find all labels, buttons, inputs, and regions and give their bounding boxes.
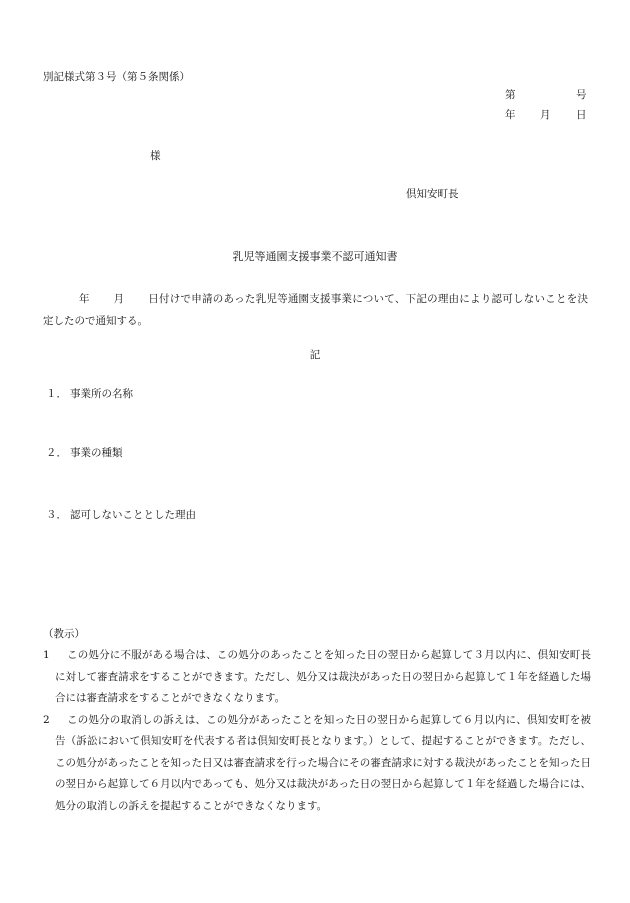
note-entry — [43, 710, 591, 818]
date-month-label: 月 — [540, 109, 551, 121]
note-number: 2 — [43, 713, 50, 726]
document-number-suffix: 号 — [576, 89, 587, 101]
notes-list — [43, 645, 591, 817]
item-label: 認可しないこととした理由 — [70, 509, 196, 521]
note-text: この処分に不服がある場合は、この処分のあったことを知った日の翌日から起算して３月以内に、倶知安町長に対して審査請求をすることができます。ただし、処分又は裁決があった日の翌日から起算して１年を経過した場合には審査請求をすることができなくなります。 — [55, 649, 591, 704]
body-year-label: 年 — [79, 293, 90, 305]
ki-heading: 記 — [309, 349, 321, 361]
issuer-name: 倶知安町長 — [406, 188, 459, 200]
item-number: ３． — [46, 509, 67, 521]
addressee-suffix: 様 — [150, 150, 161, 162]
item-rejection-reason — [46, 508, 196, 523]
date-year-label: 年 — [505, 109, 516, 121]
document-title: 乳児等通園支援事業不認可通知書 — [232, 250, 398, 263]
item-number: １． — [46, 388, 67, 400]
body-text: 日付けで申請のあった乳児等通園支援事業について、下記の理由により認可しないことを決定したので通知する。 — [43, 293, 588, 327]
item-label: 事業所の名称 — [70, 388, 133, 400]
note-text: この処分の取消しの訴えは、この処分があったことを知った日の翌日から起算して６月以内に、倶知安町を被告（訴訟において倶知安町を代表する者は倶知安町長となります。）として、提起することができます。ただし、この処分があったことを知った日又は審査請求を行った場合にその審査請求に対する裁決があったことを知った日の翌日から起算して６月以内であっても、処分又は裁決があった日の翌日から起算して１年を経過した場合には、処分の取消しの訴えを提起することができなくなります。 — [55, 713, 591, 812]
item-label: 事業の種類 — [70, 447, 123, 459]
document-number-label: 第 — [505, 89, 516, 101]
form-label: 別記様式第３号（第５条関係） — [43, 71, 190, 83]
note-entry — [43, 645, 591, 710]
body-month-label: 月 — [113, 293, 124, 305]
note-number: 1 — [43, 649, 50, 661]
item-number: ２． — [46, 447, 67, 459]
item-business-name — [46, 387, 133, 402]
item-business-type — [46, 446, 123, 461]
date-day-label: 日 — [576, 109, 587, 121]
body-paragraph — [43, 288, 588, 332]
notes-title: （教示） — [43, 628, 85, 640]
